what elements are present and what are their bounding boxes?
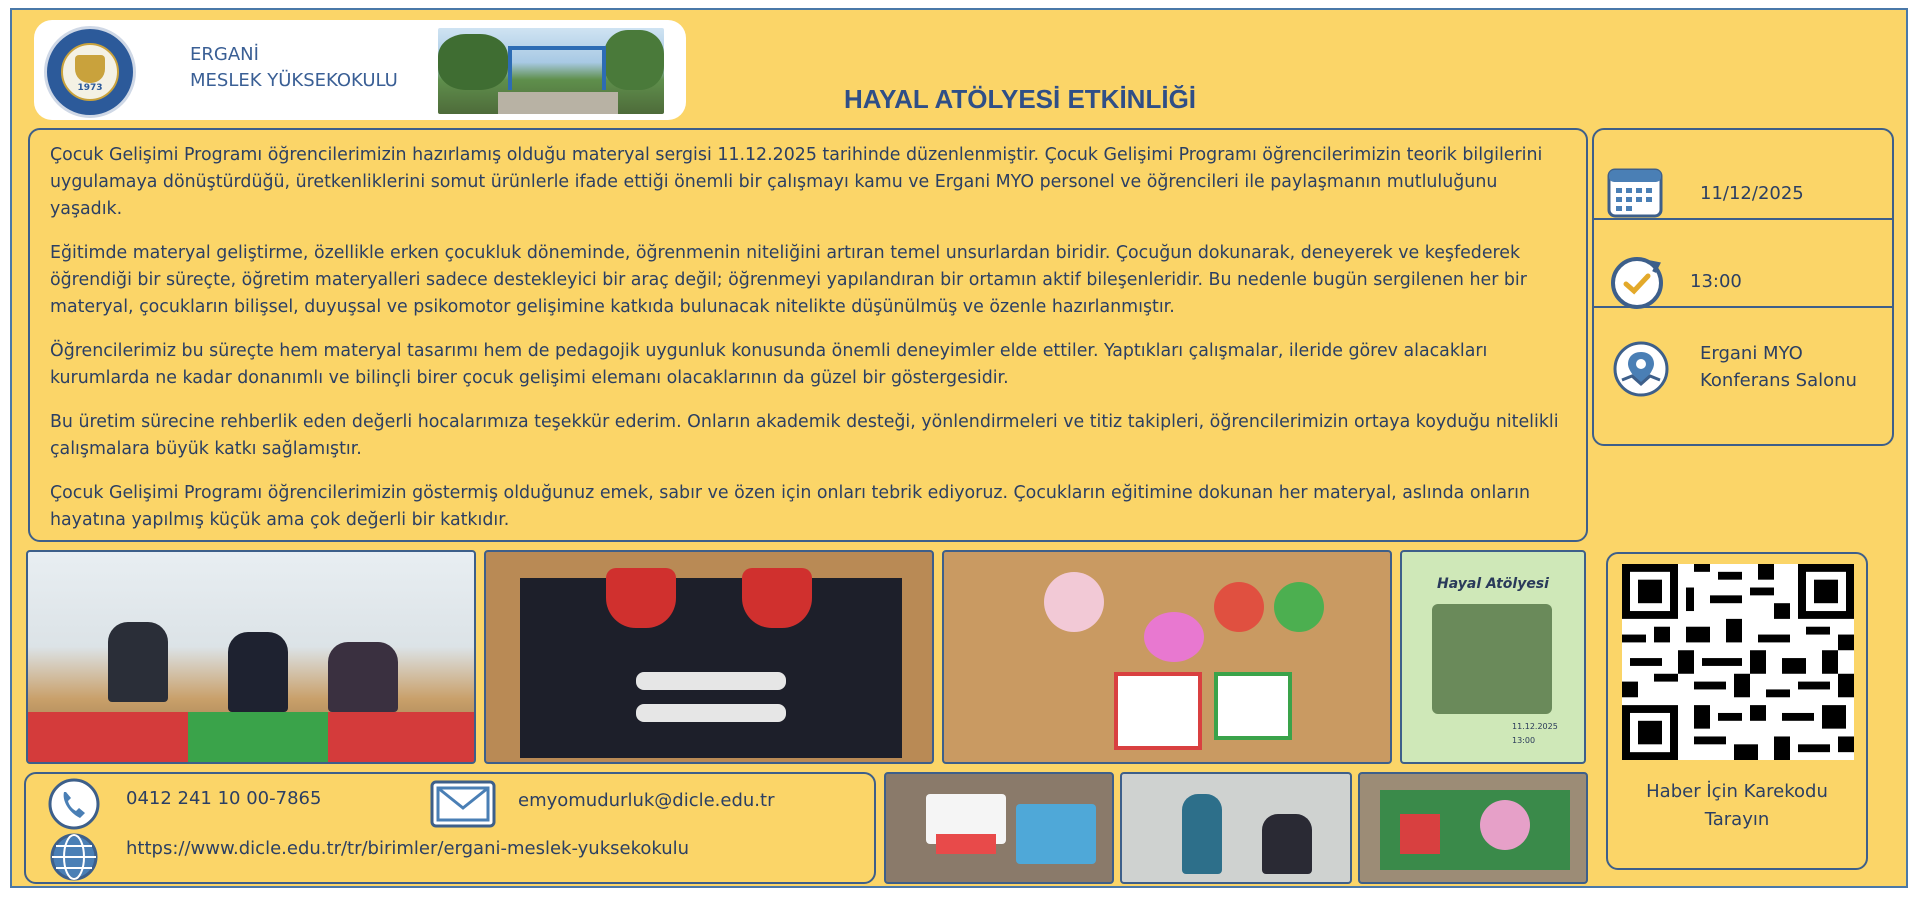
website-link[interactable]: https://www.dicle.edu.tr/tr/birimler/ergani-meslek-yuksekokulu [126,838,690,859]
student-presentation-photo [1120,772,1352,884]
clock-icon [1608,254,1666,312]
university-seal-logo [44,26,136,118]
seal-year: 1973 [77,83,103,93]
paragraph-4: Bu üretim sürecine rehberlik eden değerli hocalarımıza teşekkür ederim. Onların akademik desteği, yönlendirmeleri ve titiz takipleri, öğrencilerimizin ortaya koyduğu nitelikli çalışmalara büyük katkı sağlamıştır. [50,412,1559,459]
event-poster-thumbnail [1400,550,1586,764]
page-title: HAYAL ATÖLYESİ ETKİNLİĞİ [843,84,1197,114]
event-place-line1: Ergani MYO [1700,343,1803,364]
finger-counting-material-photo [484,550,934,764]
felt-board-photo [1358,772,1588,884]
phone-icon [46,778,102,830]
phone-number[interactable]: 0412 241 10 00-7865 [126,788,322,809]
poster-time: 13:00 [1512,736,1536,745]
event-info-panel [1592,128,1894,446]
classroom-photo [26,550,476,764]
article-text-box [28,128,1588,542]
mail-icon [430,780,496,828]
school-name-line1: ERGANİ [190,44,259,65]
poster-title: Hayal Atölyesi [1437,576,1549,592]
event-place [1700,340,1857,394]
campus-gate-photo [438,28,664,114]
event-place-line2: Konferans Salonu [1700,370,1857,391]
location-icon [1612,340,1670,398]
qr-code-box [1606,552,1868,870]
school-name-line2: MESLEK YÜKSEKOKULU [190,70,398,91]
school-name [190,42,398,94]
logo-card [34,20,686,120]
emotion-cards-photo [942,550,1392,764]
poster-date: 11.12.2025 [1512,722,1558,731]
paragraph-5: Çocuk Gelişimi Programı öğrencilerimizin göstermiş olduğunuz emek, sabır ve özen için onları tebrik ediyoruz. Çocukların eğitimine dokunan her materyal, aslında onların hayatına yapılmış küçük ama çok değerli bir katkıdır. [50,483,1530,530]
contact-box [24,772,876,884]
qr-caption [1608,778,1866,834]
globe-icon [46,832,102,882]
qr-caption-line2: Tarayın [1704,809,1770,830]
calendar-icon [1606,164,1664,222]
event-time: 13:00 [1690,271,1742,292]
event-date: 11/12/2025 [1700,183,1804,204]
email-address[interactable]: emyomudurluk@dicle.edu.tr [518,790,775,811]
paragraph-3: Öğrencilerimiz bu süreçte hem materyal tasarımı hem de pedagojik uygunluk konusunda önemli deneyimler elde ettiler. Yaptıkları çalışmalar, ileride görev alacakları kurumlarda ne kadar donanımlı ve bilinçli birer çocuk gelişimi elemanı olacaklarının da güzel bir göstergesidir. [50,341,1488,388]
qr-caption-line1: Haber İçin Karekodu [1646,781,1828,802]
paragraph-1: Çocuk Gelişimi Programı öğrencilerimizin hazırlamış olduğu materyal sergisi 11.12.2025 tarihinde düzenlenmiştir. Çocuk Gelişimi Programı öğrencilerimizin teorik bilgilerini uygulamaya dönüştürdüğü, üretkenliklerini somut ürünlerle ifade ettiği önemli bir çalışmayı kamu ve Ergani MYO personel ve öğrencileri ile paylaşmanın mutluluğunu yaşadık. [50,145,1543,219]
qr-code[interactable] [1622,564,1854,760]
cups-material-photo [884,772,1114,884]
paragraph-2: Eğitimde materyal geliştirme, özellikle erken çocukluk döneminde, öğrenmenin niteliğini artıran temel unsurlardan biridir. Çocuğun dokunarak, deneyerek ve keşfederek öğrendiği bir süreçte, öğretim materyalleri sadece destekleyici bir araç değil; öğrenmeyi yapılandıran bir ortamın aktif bileşenleridir. Bu nedenle bugün sergilenen her bir materyal, çocukların bilişsel, duyuşsal ve psikomotor gelişimine katkıda bulunacak nitelikte düşünülmüş ve özenle hazırlanmıştır. [50,243,1527,317]
